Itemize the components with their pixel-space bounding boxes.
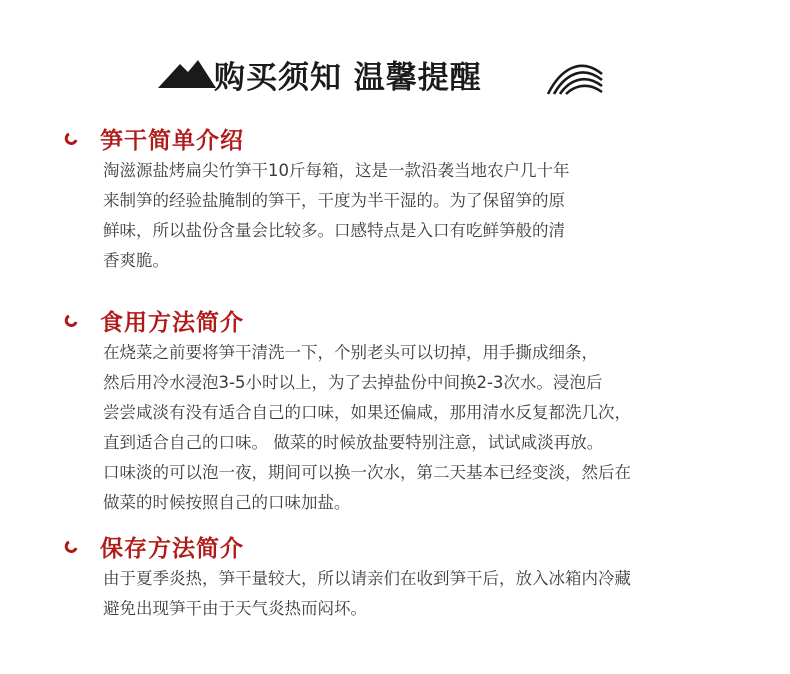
section-title: 保存方法简介: [100, 536, 244, 562]
paragraph-line: 直到适合自己的口味。 做菜的时候放盐要特别注意，试试咸淡再放。: [103, 433, 604, 452]
paragraph-line: 由于夏季炎热，笋干量较大，所以请亲们在收到笋干后，放入冰箱内冷藏: [103, 569, 631, 588]
paragraph-line: 避免出现笋干由于天气炎热而闷坏。: [103, 599, 367, 618]
bullet-icon: [64, 314, 78, 328]
paragraph-line: 口味淡的可以泡一夜，期间可以换一次水，第二天基本已经变淡，然后在: [103, 463, 631, 482]
paragraph-line: 做菜的时候按照自己的口味加盐。: [103, 493, 351, 512]
bullet-icon: [64, 540, 78, 554]
paragraph-line: 尝尝咸淡有没有适合自己的口味，如果还偏咸，那用清水反复都洗几次，: [103, 403, 631, 422]
paragraph-line: 香爽脆。: [103, 251, 169, 270]
paragraph-line: 鲜味，所以盐份含量会比较多。口感特点是入口有吃鲜笋般的清: [103, 221, 565, 240]
paragraph-line: 来制笋的经验盐腌制的笋干，干度为半干湿的。为了保留笋的原: [103, 191, 565, 210]
waves-icon: [546, 50, 604, 96]
paragraph-line: 然后用冷水浸泡3-5小时以上，为了去掉盐份中间换2-3次水。浸泡后: [103, 373, 603, 392]
mountain-icon: [158, 58, 216, 88]
section-title: 笋干简单介绍: [100, 128, 244, 154]
header: [0, 44, 790, 100]
paragraph-line: 淘滋源盐烤扁尖竹笋干10斤每箱，这是一款沿袭当地农户几十年: [103, 161, 570, 180]
page-title: 购买须知 温馨提醒: [214, 60, 482, 96]
bullet-icon: [64, 132, 78, 146]
section-title: 食用方法简介: [100, 310, 244, 336]
paragraph-line: 在烧菜之前要将笋干清洗一下，个别老头可以切掉，用手撕成细条，: [103, 343, 598, 362]
